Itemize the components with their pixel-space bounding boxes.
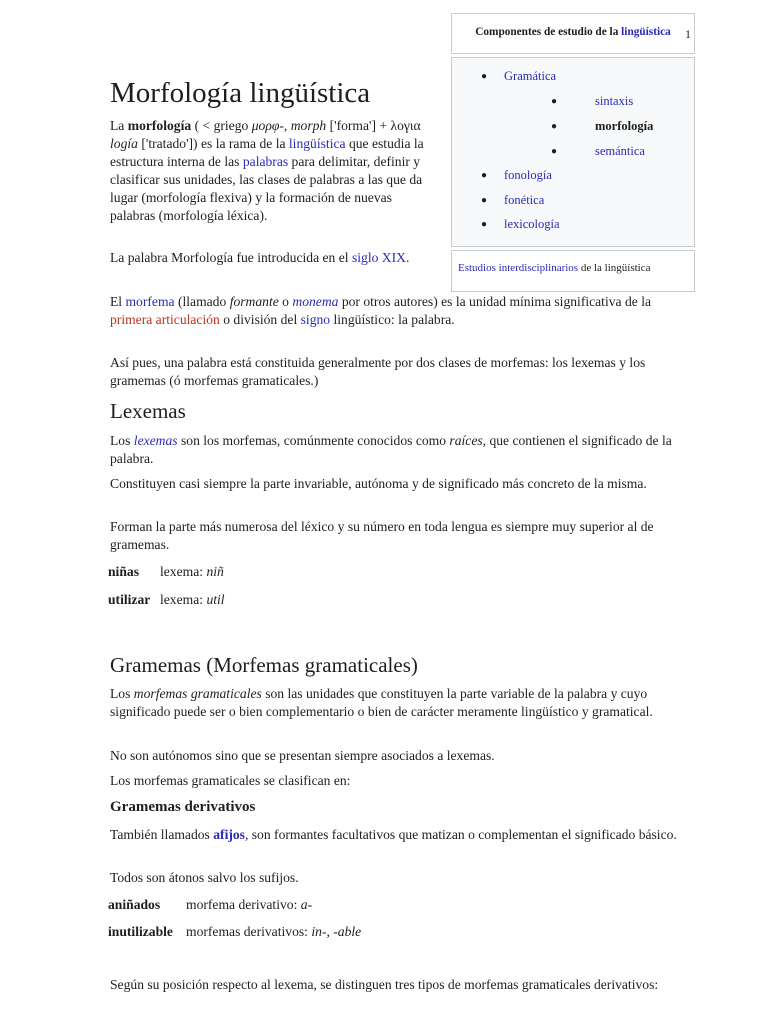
infobox-title-text: Componentes de estudio de la [475, 26, 622, 38]
intro-paragraph-2 [110, 249, 430, 267]
text: (llamado [174, 294, 230, 309]
text: También llamados [110, 827, 214, 842]
intro-paragraph-1 [110, 117, 430, 225]
infobox-item-gramatica[interactable]: Gramática [504, 69, 557, 83]
text: Los [110, 686, 134, 701]
text: ['forma'] + [326, 118, 391, 133]
link-siglo-xix[interactable]: siglo XIX [351, 250, 406, 265]
text: , que contienen el significado de la palabra. [110, 433, 672, 466]
gramemas-paragraph-4 [110, 826, 700, 844]
example-definition [186, 896, 426, 914]
text: Los [110, 433, 134, 448]
greek-morph: μορφ- [251, 118, 284, 133]
text: por otros autores) es la unidad mínima significativa de la [338, 294, 652, 309]
text: lingüístico: la palabra. [330, 312, 455, 327]
link-primera-articulacion[interactable]: primera articulación [110, 312, 220, 327]
text: o división del [219, 312, 301, 327]
bullet-icon: ● [481, 71, 488, 82]
text: ( < griego [191, 118, 252, 133]
page-title: Morfología lingüística [110, 77, 371, 109]
lexemas-paragraph-3: Forman la parte más numerosa del léxico y su número en toda lengua es siempre muy superior al de gramemas. [110, 519, 654, 552]
infobox-corner-mark: 1 [685, 27, 691, 41]
example-value: util [206, 592, 225, 607]
text: . [405, 250, 410, 265]
text: La palabra Morfología fue introducida en el [110, 250, 352, 265]
heading-gramemas-derivativos: Gramemas derivativos [110, 799, 256, 815]
example-label: morfema derivativo: [186, 897, 301, 912]
infobox-footer-link[interactable]: Estudios interdisciplinarios [458, 262, 579, 274]
lexema-example-2 [108, 591, 225, 609]
text: ['tratado']) es la rama de la [137, 136, 289, 151]
gramemas-paragraph-6: Según su posición respecto al lexema, se distinguen tres tipos de morfemas gramaticales derivativos: [110, 977, 659, 992]
bullet-icon: ● [551, 146, 558, 157]
lexemas-paragraph-2: Constituyen casi siempre la parte invariable, autónoma y de significado más concreto de la misma. [110, 476, 647, 491]
bullet-icon: ● [481, 195, 488, 206]
intro-paragraph-4: Así pues, una palabra está constituida generalmente por dos clases de morfemas: los lexemas y los gramemas (ó morfemas gramaticales.) [110, 355, 646, 388]
link-afijos[interactable]: afijos [213, 827, 245, 842]
bullet-icon: ● [551, 121, 558, 132]
infobox-item-sintaxis[interactable]: sintaxis [595, 94, 634, 108]
link-signo[interactable]: signo [300, 312, 331, 327]
term-morfologia: morfología [127, 118, 192, 133]
text: son las unidades que constituyen la parte variable de la palabra y cuyo significado puede ser o bien complementario o bien de carácter meramente lingüístico y gramatical. [110, 686, 653, 719]
intro-paragraph-3 [110, 293, 690, 329]
example-label: lexema: [160, 592, 207, 607]
term-morfemas-gramaticales: morfemas gramaticales [133, 686, 262, 701]
infobox-list [451, 57, 695, 247]
gramemas-paragraph-3: Los morfemas gramaticales se clasifican en: [110, 773, 351, 788]
gramemas-paragraph-1 [110, 685, 700, 721]
infobox-footer [451, 250, 695, 292]
lexemas-paragraph-1 [110, 432, 700, 468]
example-word: niñas [108, 564, 139, 579]
infobox-footer-text: de la lingüística [578, 262, 651, 274]
link-linguistica[interactable]: lingüística [288, 136, 346, 151]
link-palabras[interactable]: palabras [242, 154, 289, 169]
example-word: aniñados [108, 897, 161, 912]
example-definition [160, 591, 360, 609]
heading-lexemas: Lexemas [110, 399, 186, 423]
infobox-title-link[interactable]: lingüística [621, 26, 671, 38]
example-value: a- [300, 897, 313, 912]
link-morfema[interactable]: morfema [125, 294, 175, 309]
infobox-item-lexicologia[interactable]: lexicología [504, 217, 560, 231]
infobox [451, 13, 695, 274]
example-label: morfemas derivativos: [186, 924, 312, 939]
link-lexemas[interactable]: lexemas [133, 433, 178, 448]
text: son los morfemas, comúnmente conocidos como [177, 433, 450, 448]
infobox-item-fonetica[interactable]: fonética [504, 193, 545, 207]
gramemas-paragraph-5: Todos son átonos salvo los sufijos. [110, 870, 299, 885]
infobox-item-semantica[interactable]: semántica [595, 144, 645, 158]
gramema-example-2 [108, 923, 362, 941]
term-formante: formante [229, 294, 279, 309]
bullet-icon: ● [551, 96, 558, 107]
text: El [110, 294, 126, 309]
text: que estudia la estructura interna de las [110, 136, 424, 169]
infobox-item-morfologia: morfología [595, 119, 654, 133]
term-raices: raíces [449, 433, 483, 448]
text: La [110, 118, 128, 133]
term-morph: morph [290, 118, 327, 133]
link-monema[interactable]: monema [292, 294, 339, 309]
heading-gramemas: Gramemas (Morfemas gramaticales) [110, 653, 418, 677]
text: , [283, 118, 291, 133]
example-word: inutilizable [108, 924, 173, 939]
bullet-icon: ● [481, 219, 488, 230]
text: , son formantes facultativos que matizan o complementan el significado básico. [244, 827, 677, 842]
text: para delimitar, definir y clasificar sus unidades, las clases de palabras a las que da lugar (morfología flexiva) y la formación de nuevas palabras (morfología léxica). [110, 154, 423, 223]
example-definition [160, 563, 360, 581]
infobox-item-fonologia[interactable]: fonología [504, 168, 552, 182]
gramemas-paragraph-2: No son autónomos sino que se presentan siempre asociados a lexemas. [110, 748, 495, 763]
greek-logia: λογια [390, 118, 421, 133]
example-definition [186, 923, 446, 941]
example-value: niñ [206, 564, 224, 579]
text: o [278, 294, 293, 309]
gramema-example-1 [108, 896, 313, 914]
example-value: in-, -able [311, 924, 362, 939]
term-logia: logía [110, 136, 138, 151]
infobox-title [451, 13, 695, 54]
example-word: utilizar [108, 592, 151, 607]
example-label: lexema: [160, 564, 207, 579]
bullet-icon: ● [481, 170, 488, 181]
lexema-example-1 [108, 563, 224, 581]
